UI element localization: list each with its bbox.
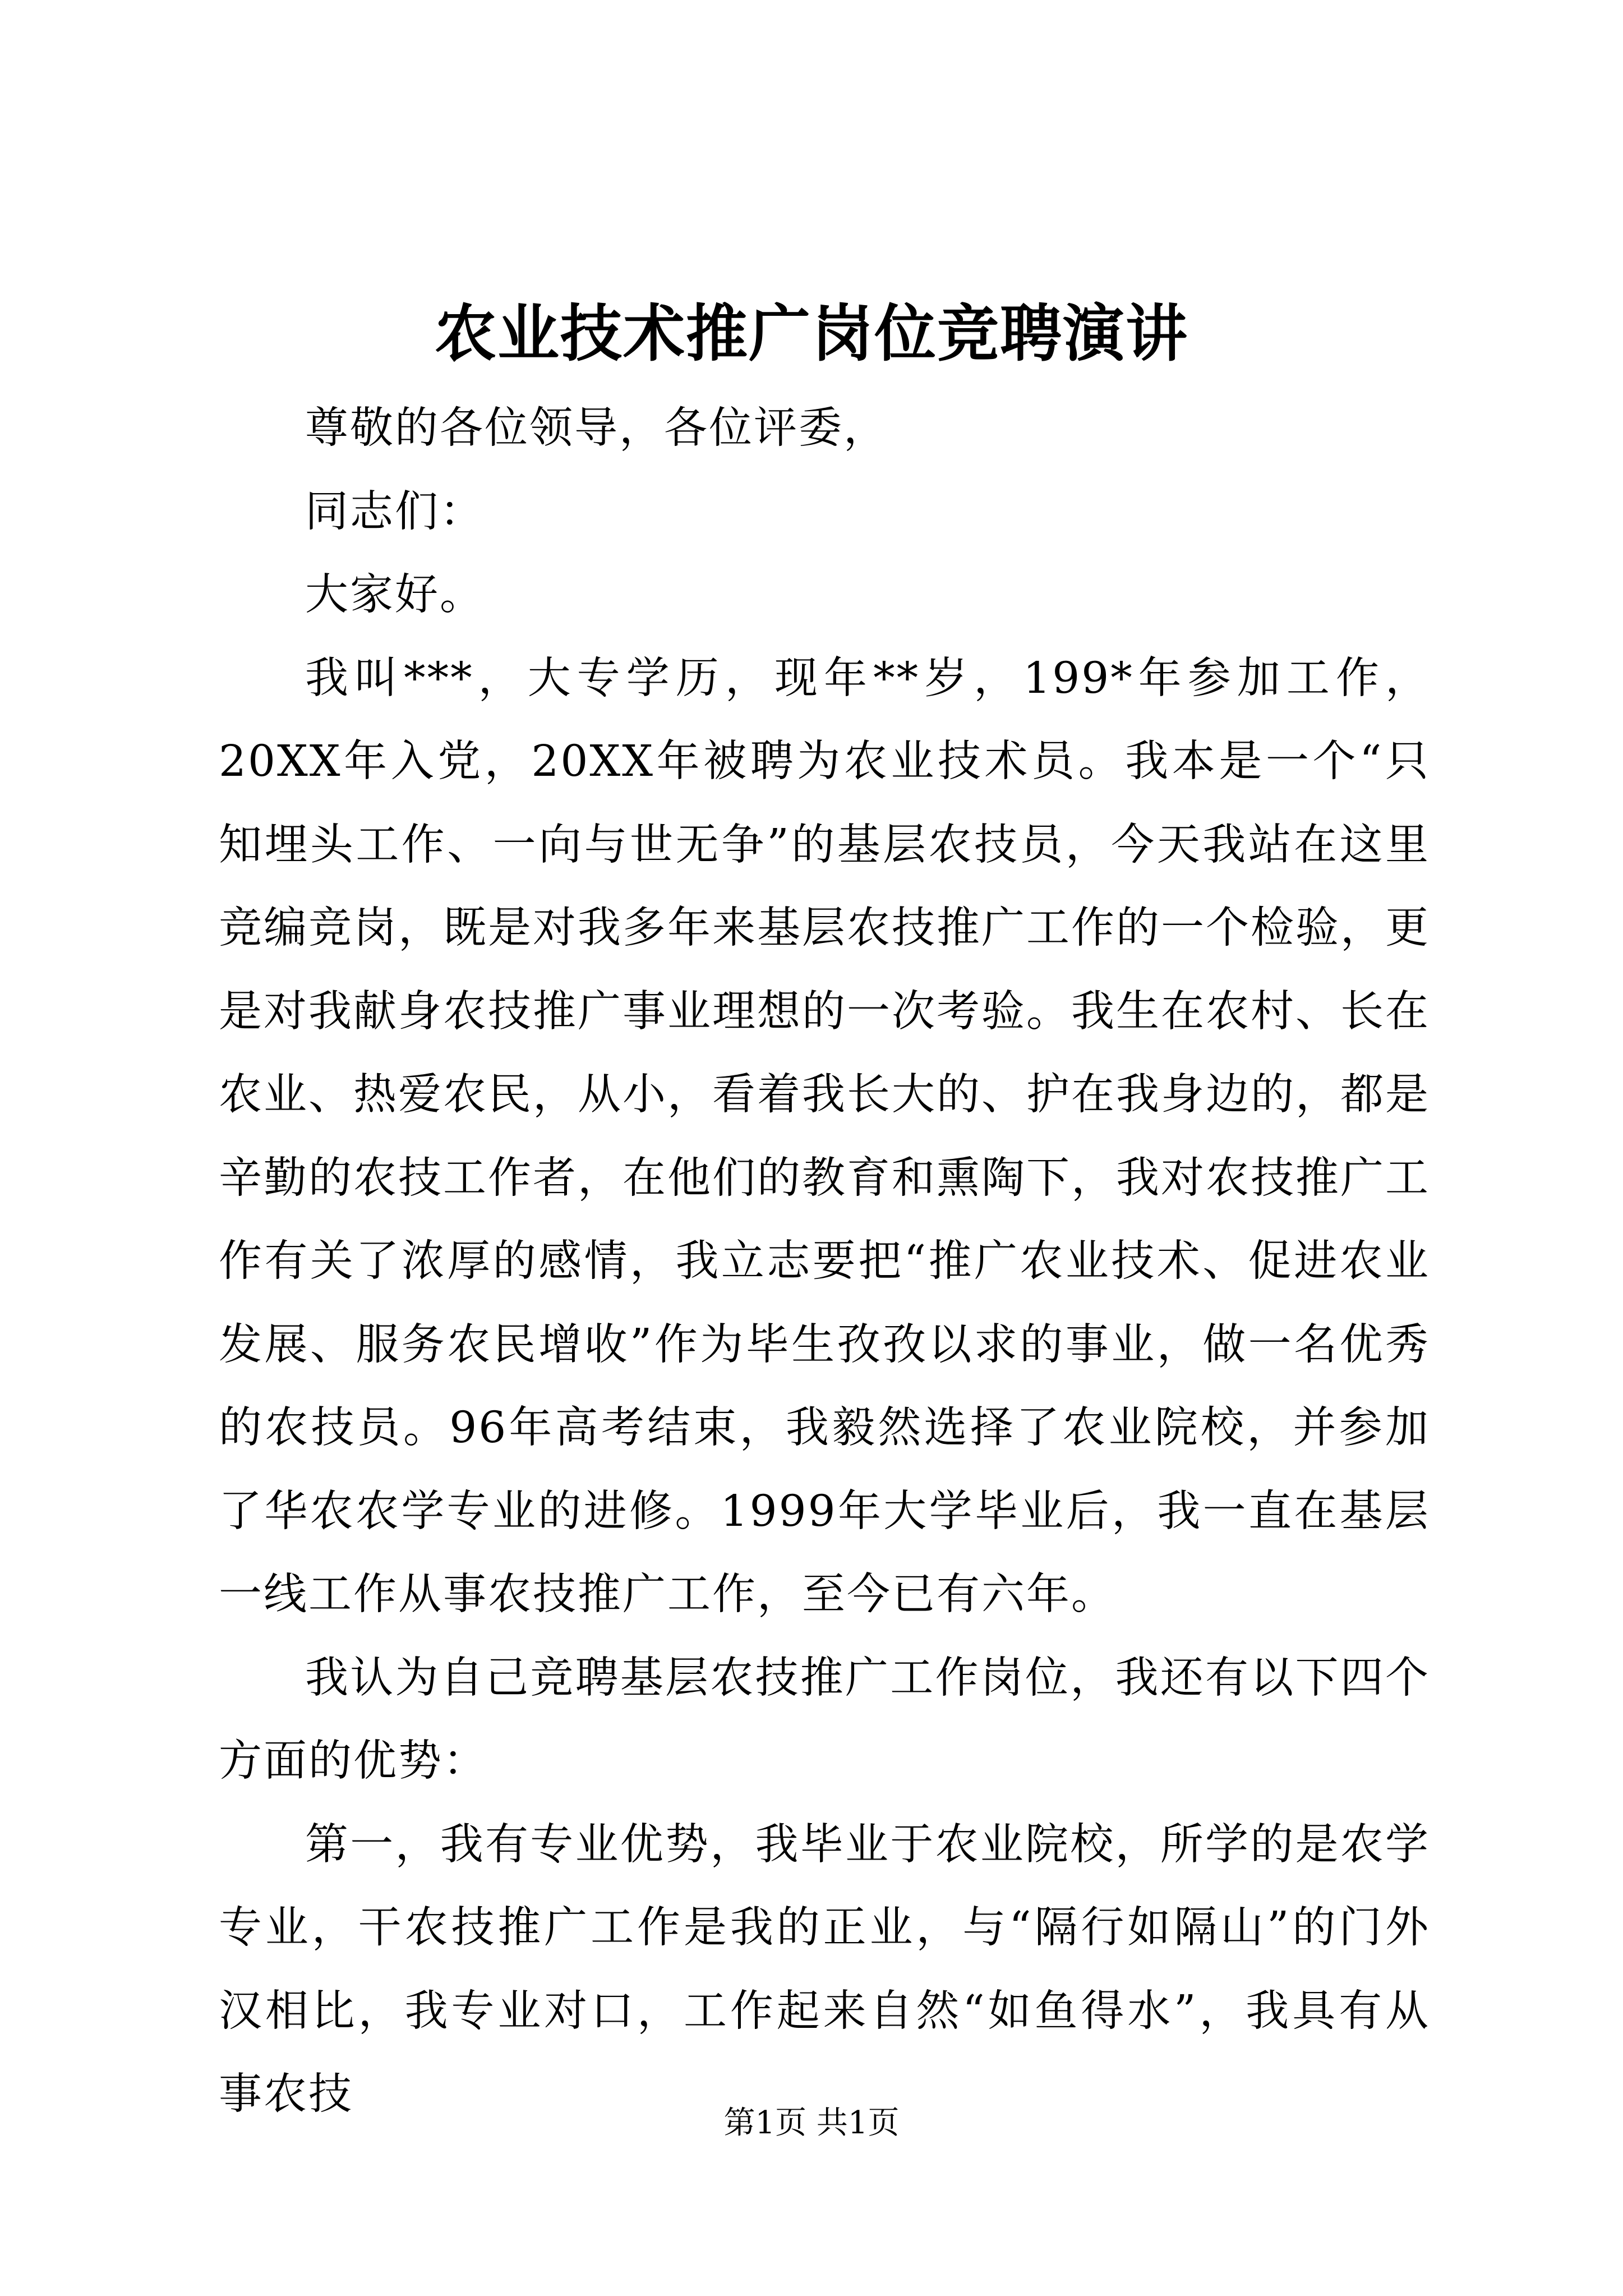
paragraph: 我叫***，大专学历，现年**岁，199*年参加工作，20XX年入党，20XX年被聘为农业技术员。我本是一个“只知埋头工作、一向与世无争”的基层农技员，今天我站在这里竞编竞岗，既是对我多年来基层农技推广工作的一个检验，更是对我献身农技推广事业理想的一次考验。我生在农村、长在农业、热爱农民，从小，看着我长大的、护在我身边的，都是辛勤的农技工作者，在他们的教育和熏陶下，我对农技推广工作有关了浓厚的感情，我立志要把“推广农业技术、促进农业发展、服务农民增收”作为毕生孜孜以求的事业，做一名优秀的农技员。96年高考结束，我毅然选择了农业院校，并参加了华农农学专业的进修。1999年大学毕业后，我一直在基层一线工作从事农技推广工作，至今已有六年。: [219, 653, 1430, 1619]
paragraph: 同志们：: [305, 486, 485, 537]
page-footer: 第1页 共1页: [723, 2105, 900, 2141]
document-title: 农业技术推广岗位竞聘演讲: [435, 297, 1188, 370]
paragraph: 我认为自己竞聘基层农技推广工作岗位，我还有以下四个方面的优势：: [219, 1653, 1430, 1786]
paragraph: 第一，我有专业优势，我毕业于农业院校，所学的是农学专业，干农技推广工作是我的正业，与“隔行如隔山”的门外汉相比，我专业对口，工作起来自然“如鱼得水”，我具有从事农技: [219, 1819, 1430, 2119]
paragraph: 大家好。: [305, 570, 485, 620]
document-body: [219, 387, 1430, 2137]
paragraph: 尊敬的各位领导，各位评委，: [305, 403, 888, 453]
